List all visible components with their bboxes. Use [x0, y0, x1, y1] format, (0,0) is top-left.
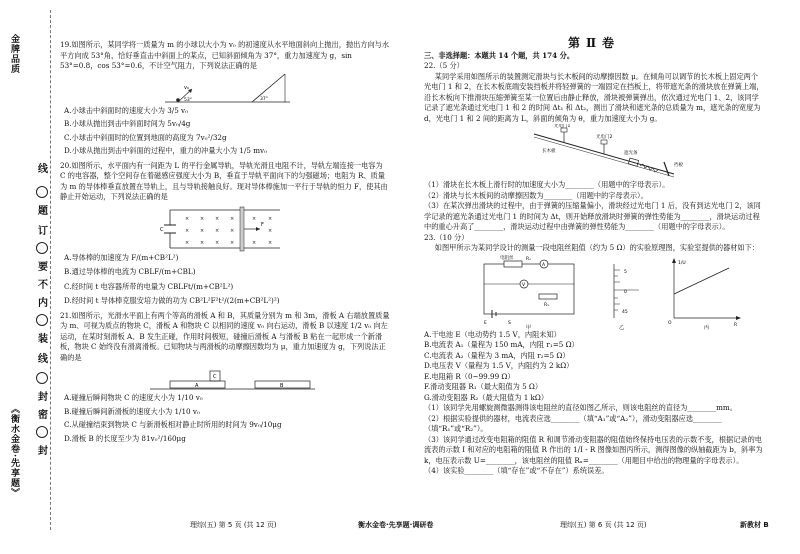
q20-figure — [160, 204, 300, 252]
q23-ammeter-label: A — [542, 262, 546, 268]
q20-option-a: A.导体棒的加速度为 F/(m+CB²L²) — [64, 252, 179, 262]
binding-char: 订 — [38, 226, 48, 237]
q23-plot-xlabel: R — [734, 322, 738, 328]
footer-badge: 新教材 B — [740, 521, 769, 529]
q21-figure-area — [60, 363, 390, 393]
q23-equipment-b: B.电流表 A₁（量程为 150 mA，内阻 r₁=5 Ω） — [424, 340, 579, 349]
binding-char: 要 — [38, 262, 48, 273]
q22-item-3: （3）在某次弹出滑块的过程中，由于弹簧的压缩量偏小，滑块经过光电门 1 后，没有到达光电门 2，该同学记录的遮光条通过光电门 1 的时间为 Δt，则开始释放滑块时弹簧的弹性势能为________，滑块运动过程中的重心升高了________，滑块运动过程中由弹簧的弹性势能为________（用题中的字母表示）。 — [424, 201, 761, 231]
q23-item-1: （1）该同学先用螺旋测微器测得该电阻丝的直径如图乙所示，则该电阻丝的直径为________mm。 — [424, 403, 737, 412]
q23-fig-yi-label: 乙 — [619, 324, 625, 330]
q22-item-1: （1）滑块在长木板上滑行时的加速度大小为________（用题中的字母表示）。 — [424, 180, 670, 189]
q23-equipment-a: A.干电池 E（电动势约 1.5 V，内阻未知） — [424, 329, 561, 339]
binding-circle — [36, 314, 48, 326]
q23-equipment-d: D.电压表 V（量程为 1.5 V，内阻约为 2 kΩ） — [424, 361, 574, 370]
q23-header: 23.（10 分） — [424, 232, 469, 242]
brand-label-top: 金牌品质 — [9, 34, 19, 74]
q22-item-2: （2）滑块与长木板间的动摩擦因数为________（用题中的字母表示）。 — [424, 190, 648, 200]
q19-figure — [160, 72, 300, 106]
svg-text:×: × — [200, 227, 205, 234]
svg-text:×: × — [200, 215, 205, 222]
q20-option-b: B.通过导体棒的电流为 CBLF/(m+CBL) — [64, 267, 196, 276]
brand-label-bottom: 《衡水金卷·先享题》 — [9, 404, 19, 499]
q21-label-a: A — [195, 383, 199, 389]
q19-option-d: D.小球从抛出到击中斜面的过程中，重力的冲量大小为 1/5 mv₀ — [64, 146, 267, 155]
svg-text:×: × — [268, 239, 273, 246]
q19-stem: 19.如图所示，某同学将一质量为 m 的小球以大小为 v₀ 的初速度从水平地面斜向上抛出，抛出方向与水平方向成 53°角，恰好垂直击中斜面上的某点，已知斜面倾角为 37°，重力加速度为 g，sin 53°=0.8，cos 53°=0.6，不计空气阻力，下列说法正确的是 — [60, 40, 390, 70]
q23-wire-label: 电阻丝 — [500, 255, 514, 261]
right-column — [424, 36, 764, 477]
q23-equipment-f: F.滑动变阻器 R₁（最大阻值为 5 Ω） — [424, 382, 543, 391]
binding-char: 线 — [38, 164, 48, 175]
svg-text:×: × — [215, 215, 220, 222]
svg-text:×: × — [230, 215, 235, 222]
q23-figures — [464, 254, 764, 330]
svg-text:×: × — [268, 227, 273, 234]
q23-r1-label: R₁ — [544, 302, 549, 308]
q23-voltmeter-label: V — [522, 282, 526, 288]
binding-char: 题 — [38, 206, 48, 217]
svg-text:×: × — [230, 239, 235, 246]
binding-circle — [36, 186, 48, 198]
q22-figure — [524, 124, 704, 180]
q20-capacitor-label: C — [160, 226, 164, 233]
q22-stem: 某同学采用如图所示的装置测定滑块与长木板间的动摩擦因数 μ。在倾角可以调节的长木板上固定两个光电门 1 和 2，在长木板底端安装挡板并将轻弹簧的一端固定在挡板上，将带遮光条的滑块放在弹簧上端，沿长木板向下推滑块压缩弹簧至某一位置后由静止释放，滑块被弹簧弹出，依次通过光电门 1、2，该同学记录了遮光条通过光电门 1 和 2 的时间 Δt₁ 和 Δt₂，测出了滑块和遮光条的总质量为 m，遮光条的宽度为 d，光电门 1 和 2 间的距离为 L，斜面的倾角为 θ，重力加速度大小为 g。 — [424, 71, 764, 123]
binding-char: 封 — [38, 446, 48, 457]
q20-option-d: D.经时间 t 导体棒克服安培力做的功为 CB²L²F²t²/(2(m+CB²L²)²) — [64, 296, 280, 305]
svg-text:×: × — [185, 227, 190, 234]
svg-text:×: × — [252, 215, 257, 222]
q23-switch-label: S — [508, 320, 511, 326]
q20-force-label: F — [261, 221, 264, 228]
svg-text:×: × — [185, 239, 190, 246]
q22-gate1-label: 光电门1 — [554, 124, 571, 129]
q23-equipment-e: E.电阻箱 R（0~99.99 Ω） — [424, 371, 515, 381]
q20-stem: 20.如图所示，水平面内有一间距为 L 的平行金属导轨，导轨光滑且电阻不计，导轨左端连接一电容为 C 的电容器，整个空间存在着磁感应强度大小为 B，垂直于导轨平面向下的匀强磁场；电阻为 R、质量为 m 的导体棒垂直放置在导轨上，且与导轨接触良好。现对导体棒施加一平行于导轨的恒力 F，使其由静止开始运动，下列说法正确的是 — [60, 160, 388, 201]
q19-angle53-label: 53° — [184, 97, 192, 103]
q19-angle37-label: 37° — [260, 96, 268, 102]
q21-label-b: B — [280, 383, 284, 389]
binding-char: 线 — [38, 354, 48, 365]
q22-figure-area — [424, 124, 764, 180]
q21-option-c: C.从碰撞结束到物块 C 与新滑板相对静止时所用的时间为 9v₀/10μg — [64, 420, 282, 429]
svg-text:×: × — [215, 239, 220, 246]
q23-gauge-tick: 5 — [624, 269, 627, 275]
svg-text:×: × — [215, 227, 220, 234]
q23-battery-label: E — [484, 320, 487, 326]
q23-plot-origin: O — [668, 320, 672, 326]
binding-char: 封 — [38, 392, 48, 403]
binding-char: 内 — [38, 298, 48, 309]
svg-text:×: × — [268, 215, 273, 222]
q23-plot-ylabel: 1/U — [678, 260, 686, 266]
binding-char: 密 — [38, 410, 48, 421]
left-column — [60, 40, 390, 444]
q22-header: 22.（5 分） — [424, 61, 464, 70]
section-title: 第Ⅱ卷 — [567, 36, 621, 50]
side-label-strip — [6, 24, 28, 524]
q23-gauge-tick: 0 — [624, 289, 627, 295]
q23-gauge-tick: 45 — [622, 309, 628, 315]
q23-equipment-c: C.电流表 A₂（量程为 3 mA，内阻 r₂=5 Ω） — [424, 350, 570, 360]
q21-figure — [150, 363, 320, 391]
q21-label-c: C — [213, 374, 217, 380]
q20-figure-area — [60, 203, 390, 253]
binding-margin — [32, 10, 54, 530]
q22-stop-label: 挡板 — [674, 163, 683, 168]
q23-stem: 如图甲所示为某同学设计的测量一段电阻丝阻值（约为 5 Ω）的实验原理图，实验室提供的器材如下： — [434, 243, 759, 252]
svg-text:×: × — [185, 215, 190, 222]
q19-option-c: C.小球击中斜面时的位置到地面的高度为 7v₀²/32g — [64, 132, 227, 142]
svg-text:×: × — [230, 227, 235, 234]
q22-gate2-label: 光电门2 — [596, 135, 613, 140]
binding-char: 不 — [38, 280, 48, 291]
q23-item-3: （3）该同学通过改变电阻箱的阻值 R 和调节滑动变阻器的阻值始终保持电压表的示数不变，根据记录的电流表的示数 I 和对应的电阻箱的阻值 R 作出的 1/I - R 图像如图丙所示，测得图像的纵轴截距为 b，斜率为 k，电压表示数 U=________，该电阻丝的阻值 Rₓ=________（用题目中给出的物理量的字母表示）。 — [424, 434, 763, 465]
section-note: 三、非选择题：本题共 14 个题，共 174 分。 — [424, 50, 575, 60]
q19-option-a: A.小球击中斜面时的速度大小为 3/5 v₀ — [64, 105, 188, 115]
q23-fig-jia-label: 甲 — [526, 324, 532, 330]
svg-text:×: × — [200, 239, 205, 246]
q21-option-b: B.碰撞后瞬间新滑板的速度大小为 1/10 v₀ — [64, 406, 200, 416]
q23-figure-area — [424, 254, 764, 330]
binding-circle — [36, 242, 48, 254]
q20-option-c: C.经时间 t 电容器所带的电量为 CBLFt/(m+CB²L²) — [64, 281, 234, 291]
q21-option-a: A.碰撞后瞬间物块 C 的速度大小为 1/10 v₀ — [64, 393, 203, 402]
binding-circle — [36, 426, 48, 438]
binding-circle — [36, 372, 48, 384]
q23-fig-bing-label: 丙 — [704, 324, 710, 330]
binding-dashed-line — [50, 10, 51, 530]
q21-stem: 21.如图所示，光滑水平面上有两个等高的滑板 A 和 B，其质量分别为 m 和 3m，滑板 A 右端放置质量为 m、可视为质点的物块 C，滑板 A 和物块 C 以相同的速度 v₀ 向右运动，滑板 B 以速度 1/2 v₀ 向左运动，在某时刻滑板 A、B 发生正碰，作用时间极短，碰撞后滑板 A 与滑板 B 粘在一起形成一个新滑板，物块 C 始终没有滑离滑板。已知物块与两滑板的动摩擦因数均为 μ，重力加速度为 g，下列说法正确的是 — [60, 310, 390, 362]
q23-rx-label: Rₓ — [526, 256, 532, 262]
q22-board-label: 长木板 — [542, 149, 556, 154]
q19-option-b: B.小球从抛出到击中斜面时间为 5v₀/4g — [64, 119, 191, 128]
footer-center: 衡水金卷·先享题·调研卷 — [358, 521, 434, 529]
footer-right-page: 理综(五) 第 6 页 (共 12 页) — [560, 521, 647, 529]
q19-figure-area — [60, 72, 390, 106]
binding-char: 装 — [38, 334, 48, 345]
q21-option-d: D.滑板 B 的长度至少为 81v₀²/160μg — [64, 433, 186, 443]
q19-v0-label: v₀ — [184, 84, 189, 91]
q23-equipment-g: G.滑动变阻器 R₂（最大阻值为 1 kΩ） — [424, 392, 549, 402]
q23-item-4: （4）该实验________（填“存在”或“不存在”）系统误差。 — [424, 466, 609, 475]
q22-strip-label: 遮光条 — [624, 151, 638, 156]
footer-left-page: 理综(五) 第 5 页 (共 12 页) — [190, 521, 277, 529]
q23-item-2: （2）根据实验提供的器材，电流表应选________（填“A₁”或“A₂”），滑动变阻器应选________（填“R₁”或“R₂”）。 — [424, 413, 722, 433]
svg-text:×: × — [252, 239, 257, 246]
